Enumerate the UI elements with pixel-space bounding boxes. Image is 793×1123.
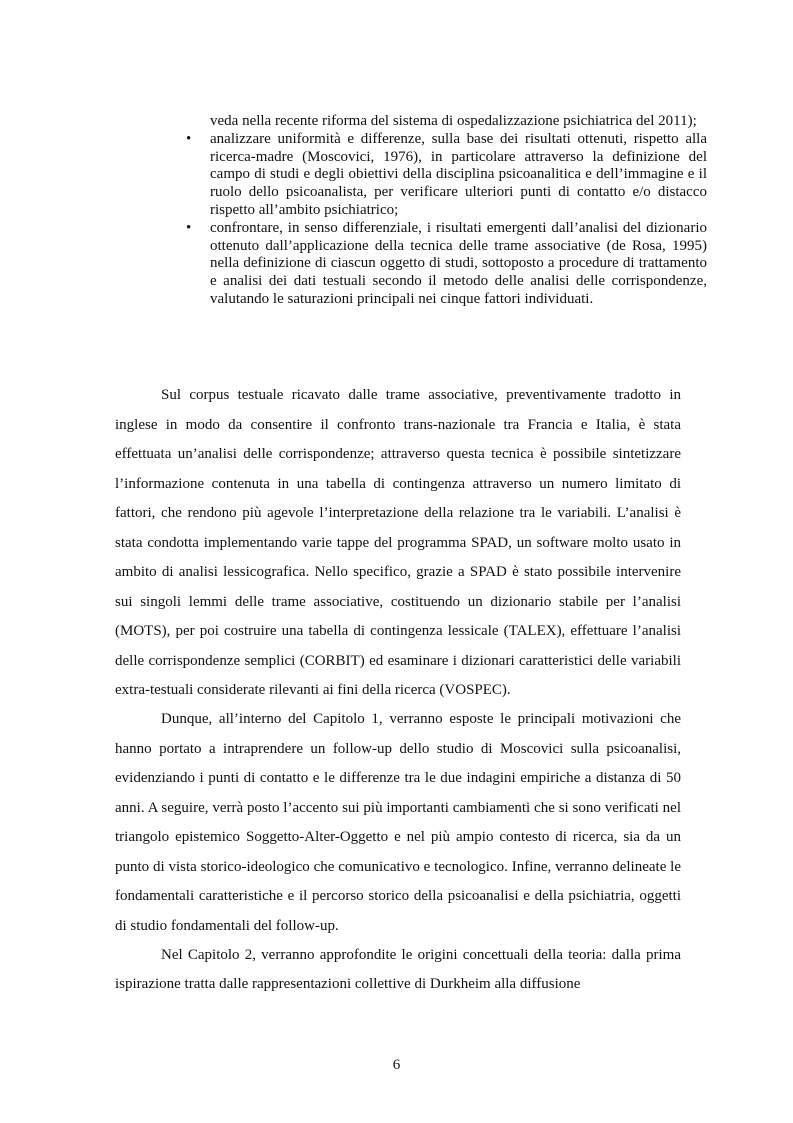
- body-text: [115, 381, 681, 999]
- list-item: • confrontare, in senso differenziale, i risultati emergenti dall’analisi del dizionario ottenuto dall’applicazione della tecnica delle trame associative (de Rosa, 1995) nella definizione di ciascun oggetto di studi, sottoposto a procedure di trattamento e analisi dei dati testuali secondo il metodo delle analisi delle corrispondenze, valutando le saturazioni principali nei cinque fattori individuati.: [186, 220, 707, 309]
- paragraph: Nel Capitolo 2, verranno approfondite le origini concettuali della teoria: dalla prima ispirazione tratta dalle rappresentazioni collettive di Durkheim alla diffusione: [115, 946, 681, 992]
- page-number: 6: [392, 1057, 401, 1073]
- bullet-list: [186, 113, 707, 309]
- paragraph: Sul corpus testuale ricavato dalle trame associative, preventivamente tradotto in inglese in modo da consentire il confronto trans-nazionale tra Francia e Italia, è stata effettuata un’analisi delle corrispondenze; attraverso questa tecnica è possibile sintetizzare l’informazione contenuta in una tabella di contingenza attraverso un numero limitato di fattori, che rendono più agevole l’interpretazione della relazione tra le variabili. L’analisi è stata condotta implementando varie tappe del programma SPAD, un software molto usato in ambito di analisi lessicografica. Nello specifico, grazie a SPAD è stato possibile intervenire sui singoli lemmi delle trame associative, costituendo un dizionario stabile per l’analisi (MOTS), per poi costruire una tabella di contingenza lessicale (TALEX), effettuare l’analisi delle corrispondenze semplici (CORBIT) ed esaminare i dizionari caratteristici delle variabili extra-testuali considerate rilevanti ai fini della ricerca (VOSPEC).: [115, 387, 681, 698]
- paragraph: Dunque, all’interno del Capitolo 1, verranno esposte le principali motivazioni che hanno portato a intraprendere un follow-up dello studio di Moscovici sulla psicoanalisi, evidenziando i punti di contatto e le differenze tra le due indagini empiriche a distanza di 50 anni. A seguire, verrà posto l’accento sui più importanti cambiamenti che si sono verificati nel triangolo epistemico Soggetto-Alter-Oggetto e nel più ampio contesto di ricerca, sia da un punto di vista storico-ideologico che comunicativo e tecnologico. Infine, verranno delineate le fondamentali caratteristiche e il percorso storico della psicoanalisi e della psichiatria, oggetti di studio fondamentali del follow-up.: [115, 711, 681, 934]
- list-item-continuation: veda nella recente riforma del sistema di ospedalizzazione psichiatrica del 2011);: [210, 113, 697, 129]
- list-item: • analizzare uniformità e differenze, sulla base dei risultati ottenuti, rispetto alla ricerca-madre (Moscovici, 1976), in particolare attraverso la definizione del campo di studi e degli obiettivi della disciplina psicoanalitica e dell’immagine e il ruolo dello psicoanalista, per verificare ulteriori punti di contatto e/o distacco rispetto all’ambito psichiatrico;: [186, 131, 707, 220]
